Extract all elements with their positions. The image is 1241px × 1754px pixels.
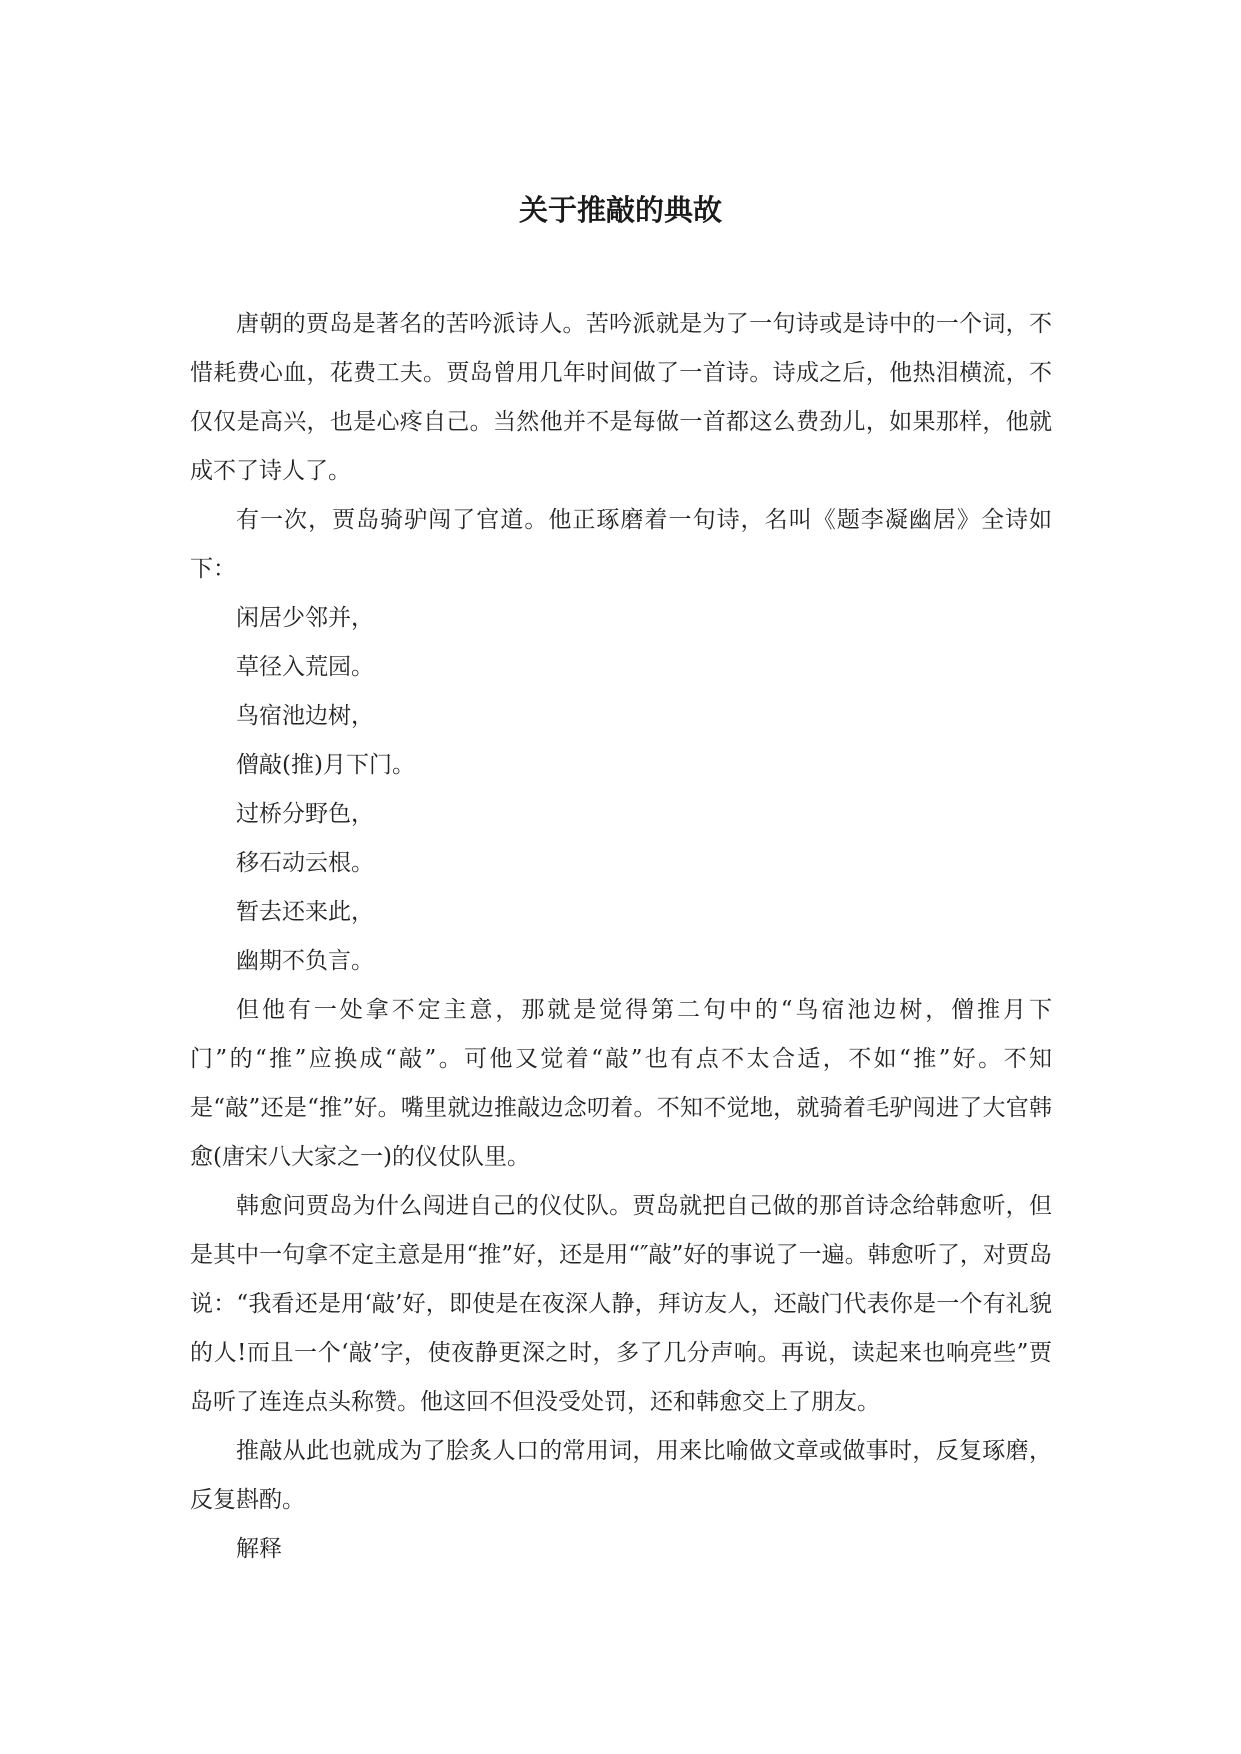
- paragraph-meaning: 推敲从此也就成为了脍炙人口的常用词，用来比喻做文章或做事时，反复琢磨，反复斟酌。: [190, 1438, 1052, 1513]
- page-title: 关于推敲的典故: [518, 193, 722, 227]
- poem-line: 幽期不负言。: [236, 948, 374, 974]
- poem-line: 过桥分野色，: [236, 801, 374, 827]
- paragraph-poem-lead: 有一次，贾岛骑驴闯了官道。他正琢磨着一句诗，名叫《题李凝幽居》全诗如下：: [190, 507, 1052, 582]
- poem: [190, 594, 1052, 986]
- poem-line: 草径入荒园。: [236, 654, 374, 680]
- poem-line: 闲居少邻并，: [236, 605, 374, 631]
- paragraph-han-yu: 韩愈问贾岛为什么闯进自己的仪仗队。贾岛就把自己做的那首诗念给韩愈听，但是其中一句拿不定主意是用“推”好，还是用“″敲”好的事说了一遍。韩愈听了，对贾岛说：“我看还是用‘敲’好，即使是在夜深人静，拜访友人，还敲门代表你是一个有礼貌的人!而且一个‘敲’字，使夜静更深之时，多了几分声响。再说，读起来也响亮些”贾岛听了连连点头称赞。他这回不但没受处罚，还和韩愈交上了朋友。: [190, 1193, 1052, 1415]
- poem-line: 僧敲(推)月下门。: [236, 752, 415, 778]
- poem-line: 移石动云根。: [236, 850, 374, 876]
- section-heading-explanation: 解释: [236, 1536, 282, 1562]
- document-body: [190, 300, 1052, 1574]
- paragraph-hesitation: 但他有一处拿不定主意，那就是觉得第二句中的“鸟宿池边树，僧推月下门”的“推”应换成“敲”。可他又觉着“敲”也有点不太合适，不如“推”好。不知是“敲”还是“推”好。嘴里就边推敲边念叨着。不知不觉地，就骑着毛驴闯进了大官韩愈(唐宋八大家之一)的仪仗队里。: [190, 997, 1052, 1170]
- poem-line: 鸟宿池边树，: [236, 703, 374, 729]
- paragraph-intro: 唐朝的贾岛是著名的苦吟派诗人。苦吟派就是为了一句诗或是诗中的一个词，不惜耗费心血，花费工夫。贾岛曾用几年时间做了一首诗。诗成之后，他热泪横流，不仅仅是高兴，也是心疼自己。当然他并不是每做一首都这么费劲儿，如果那样，他就成不了诗人了。: [190, 311, 1052, 484]
- poem-line: 暂去还来此，: [236, 899, 374, 925]
